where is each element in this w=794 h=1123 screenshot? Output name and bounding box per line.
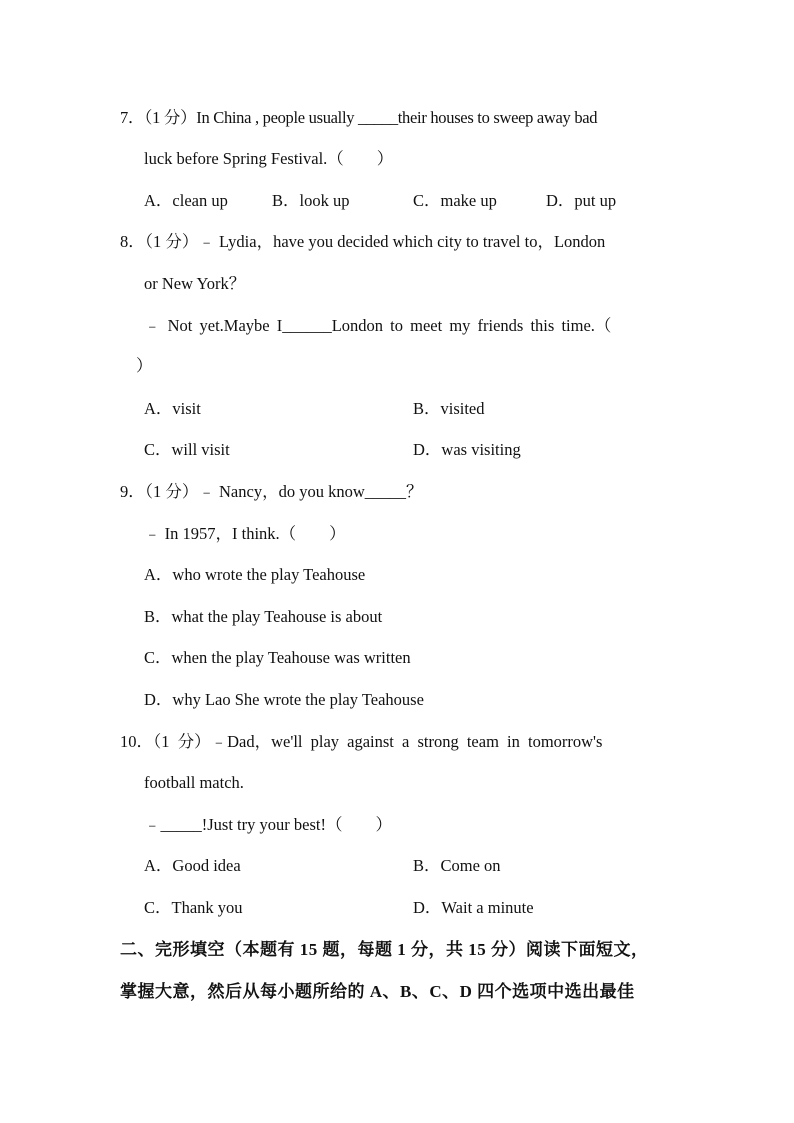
q7-line-1: 7．（1 分）In China , people usually _____their houses to sweep away bad (120, 108, 598, 127)
q8-options-row-2 (0, 440, 794, 460)
q8-line-1: 8．（1 分）﹣ Lydia，have you decided which city to travel to，London (120, 232, 606, 251)
q7-option-b[interactable]: B．look up (272, 191, 350, 210)
q9-line-2: ﹣ In 1957，I think.（ ） (144, 524, 346, 543)
q10-option-d[interactable]: D．Wait a minute (413, 898, 534, 917)
q7-option-a[interactable]: A．clean up (144, 191, 228, 210)
q10-option-b[interactable]: B．Come on (413, 856, 501, 875)
q8-option-d[interactable]: D．was visiting (413, 440, 521, 459)
q10-line-2: football match. (144, 773, 244, 792)
q8-option-a[interactable]: A．visit (144, 399, 201, 418)
q8-option-b[interactable]: B．visited (413, 399, 485, 418)
q8-option-c[interactable]: C．will visit (144, 440, 230, 459)
q9-option-c[interactable]: C．when the play Teahouse was written (144, 648, 411, 667)
q8-line-2: or New York？ (144, 274, 246, 293)
q9-option-b[interactable]: B．what the play Teahouse is about (144, 607, 383, 626)
q10-options-row-2 (0, 898, 794, 918)
q10-line-3: ﹣_____!Just try your best!（ ） (144, 815, 392, 834)
q8-line-4: ） (136, 356, 153, 375)
q10-options-row-1 (0, 856, 794, 876)
q7-line-2: luck before Spring Festival.（ ） (144, 149, 394, 168)
q7-options (0, 191, 794, 211)
q7-option-c[interactable]: C．make up (413, 191, 497, 210)
section-heading-line-1: 二、完形填空（本题有 15 题，每题 1 分，共 15 分）阅读下面短文， (120, 940, 649, 959)
section-heading-line-2: 掌握大意，然后从每小题所给的 A、B、C、D 四个选项中选出最佳 (120, 982, 635, 1001)
q9-option-d[interactable]: D．why Lao She wrote the play Teahouse (144, 690, 424, 709)
q8-options-row-1 (0, 399, 794, 419)
q10-option-a[interactable]: A．Good idea (144, 856, 241, 875)
q8-line-3: ﹣ Not yet.Maybe I______London to meet my friends this time.（ (144, 316, 612, 335)
q7-option-d[interactable]: D．put up (546, 191, 617, 210)
q9-line-1: 9．（1 分）﹣ Nancy，do you know_____？ (120, 482, 423, 501)
q10-option-c[interactable]: C．Thank you (144, 898, 243, 917)
q10-line-1: 10．（1 分）﹣Dad，we'll play against a strong team in tomorrow's (120, 732, 603, 751)
q9-option-a[interactable]: A．who wrote the play Teahouse (144, 565, 366, 584)
